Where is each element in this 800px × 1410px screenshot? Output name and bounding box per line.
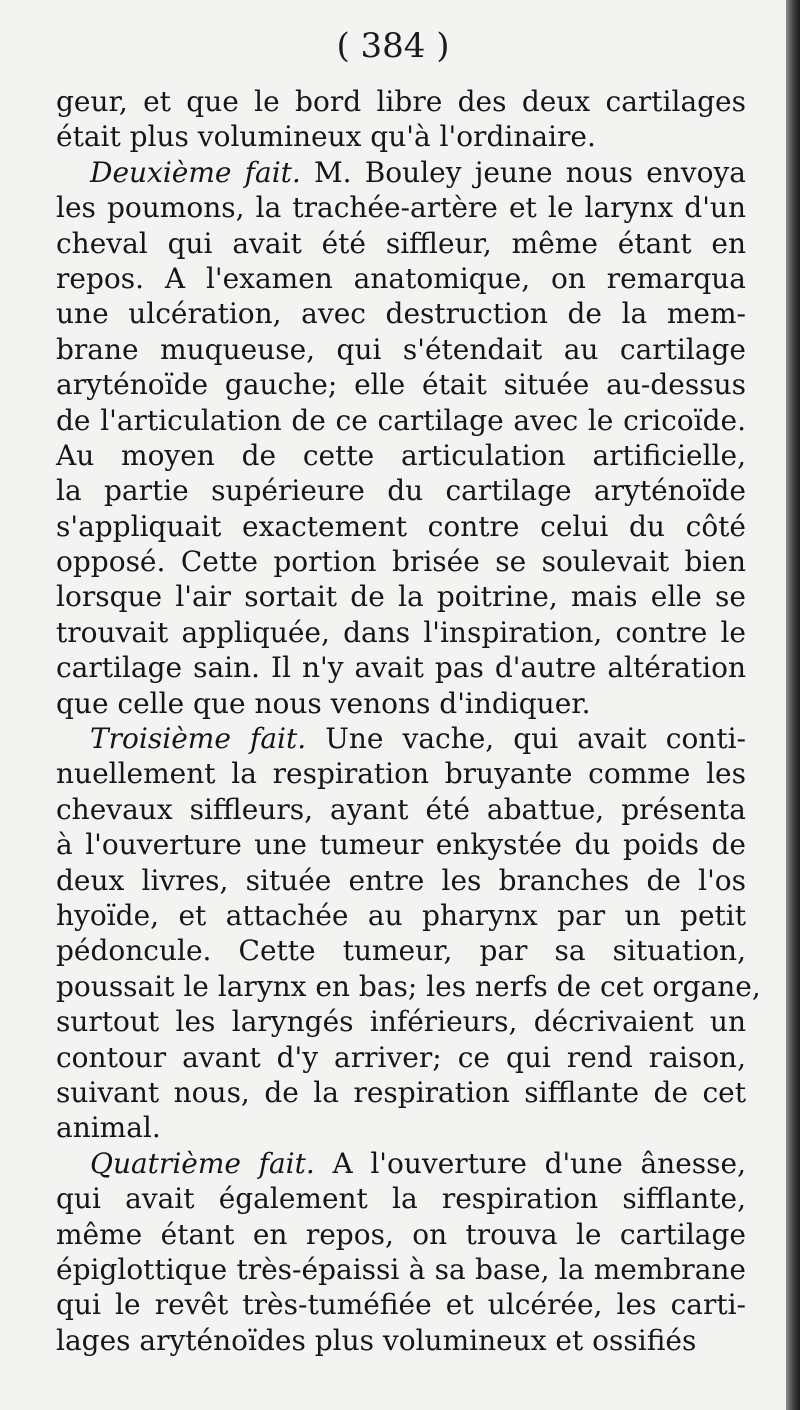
text-line [56,650,746,685]
text-line [56,863,746,898]
page-body-text [56,84,761,1358]
line-text: M. Bouley jeune nous envoya [300,155,746,189]
line-text: cheval qui avait été siffleur, même étant en [56,226,746,260]
line-text: geur, et que le bord libre des deux cartilages [56,85,746,118]
text-line [56,1075,746,1110]
line-text: était plus volumineux qu'à l'ordinaire. [56,120,596,154]
text-line [56,473,746,508]
text-line [56,1217,746,1252]
line-text: poussait le larynx en bas; les nerfs de cet organe, [56,969,761,1003]
paragraph-lead: Quatrième fait. [90,1146,315,1180]
line-text: que celle que nous venons d'indiquer. [56,686,591,720]
line-text: animal. [56,1111,161,1145]
line-text: s'appliquait exactement contre celui du côté [56,509,746,543]
text-line [56,1323,746,1358]
line-text: pédoncule. Cette tumeur, par sa situation, [56,934,746,968]
line-text: une ulcération, avec destruction de la mem- [56,297,746,331]
text-line [56,119,746,154]
line-text: les poumons, la trachée-artère et le larynx d'un [56,191,746,225]
text-line [56,1146,746,1181]
text-line [56,332,746,367]
text-line [56,615,746,650]
text-line [56,544,746,579]
text-line [56,1287,746,1322]
line-text: chevaux siffleurs, ayant été abattue, présenta [56,792,746,826]
text-line [56,792,746,827]
line-text: surtout les laryngés inférieurs, décrivaient un [56,1005,746,1039]
line-text: nuellement la respiration bruyante comme les [56,757,746,791]
text-line [56,827,746,862]
text-line [56,438,746,473]
line-text: opposé. Cette portion brisée se soulevait bien [56,545,746,579]
line-text: suivant nous, de la respiration sifflante de cet [56,1075,746,1109]
page-edge-shadow [786,0,800,1410]
text-line [56,261,746,296]
text-line [56,969,761,1004]
line-text: contour avant d'y arriver; ce qui rend raison, [56,1040,746,1074]
text-line [56,509,746,544]
text-line [56,1040,746,1075]
line-text: épiglottique très-épaissi à sa base, la membrane [56,1252,746,1286]
line-text: même étant en repos, on trouva le cartilage [56,1217,746,1251]
line-text: brane muqueuse, qui s'étendait au cartilage [56,332,746,366]
text-line [56,1252,746,1287]
line-text: lorsque l'air sortait de la poitrine, mais elle se [56,580,746,614]
line-text: deux livres, située entre les branches de l'os [56,863,746,897]
text-line [56,1181,746,1216]
line-text: qui le revêt très-tuméfiée et ulcérée, les carti- [56,1288,746,1322]
text-line [56,296,746,331]
line-text: Une vache, qui avait conti- [306,722,747,756]
text-line [56,367,746,402]
paragraph-lead: Deuxième fait. [90,155,301,189]
line-text: aryténoïde gauche; elle était située au-dessus [56,368,746,402]
line-text: lages aryténoïdes plus volumineux et ossifiés [56,1323,697,1357]
text-line [56,226,746,261]
line-text: hyoïde, et attachée au pharynx par un petit [56,898,746,932]
line-text: qui avait également la respiration sifflante, [56,1182,746,1216]
page-number: ( 384 ) [336,26,450,66]
line-text: Au moyen de cette articulation artificielle, [56,438,746,472]
text-line [56,84,746,119]
text-line [56,190,746,225]
text-line [56,155,746,190]
line-text: repos. A l'examen anatomique, on remarqua [56,261,746,295]
text-line [56,1110,746,1145]
line-text: trouvait appliquée, dans l'inspiration, contre le [56,615,746,649]
text-line [56,721,746,756]
text-line [56,403,746,438]
text-line [56,756,746,791]
text-line [56,898,746,933]
line-text: à l'ouverture une tumeur enkystée du poids de [56,828,746,862]
paragraph-lead: Troisième fait. [90,722,307,756]
line-text: la partie supérieure du cartilage aryténoïde [56,474,746,508]
line-text: A l'ouverture d'une ânesse, [314,1146,746,1180]
text-line [56,1004,746,1039]
line-text: cartilage sain. Il n'y avait pas d'autre altération [56,651,746,685]
text-line [56,933,746,968]
text-line [56,579,746,614]
line-text: de l'articulation de ce cartilage avec le cricoïde. [56,403,746,437]
text-line [56,686,746,721]
